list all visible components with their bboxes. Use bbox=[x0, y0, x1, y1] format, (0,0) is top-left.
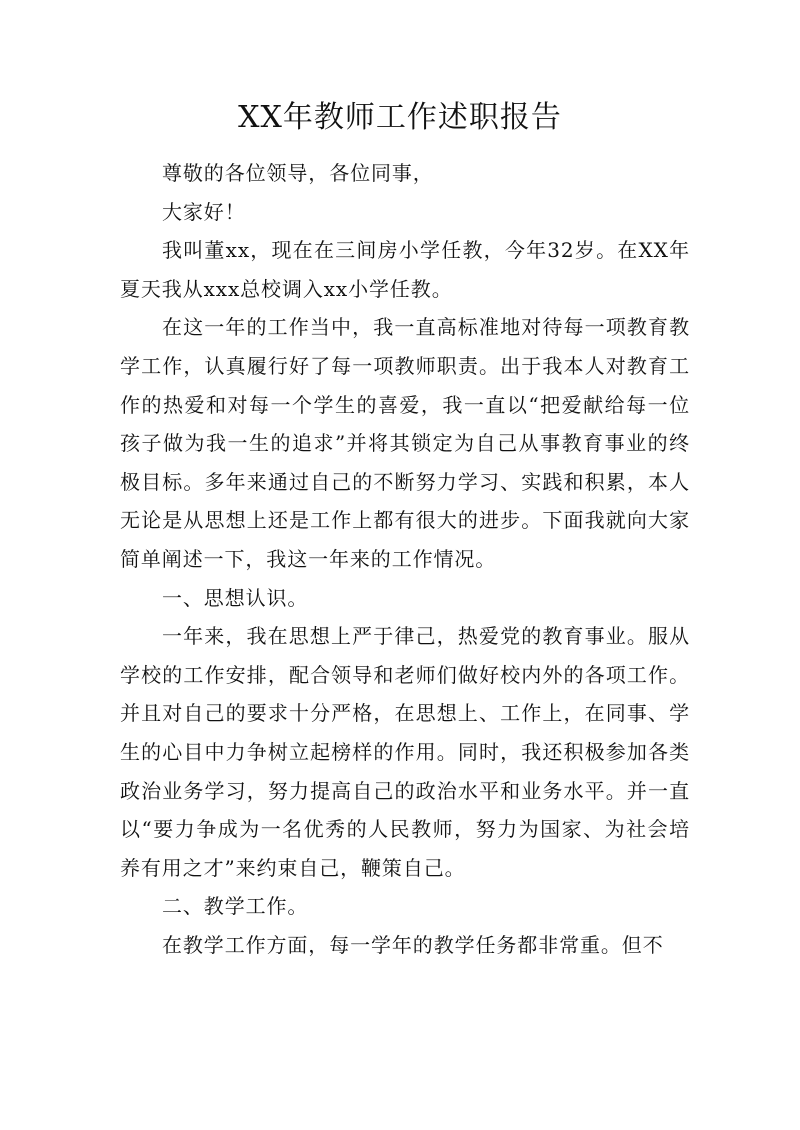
overview-paragraph: 在这一年的工作当中，我一直高标准地对待每一项教育教学工作，认真履行好了每一项教师职责。出于我本人对教育工作的热爱和对每一个学生的喜爱，我一直以“把爱献给每一位孩子做为我一生的追求”并将其锁定为自己从事教育事业的终极目标。多年来通过自己的不断努力学习、实践和积累，本人无论是从思想上还是工作上都有很大的进步。下面我就向大家简单阐述一下，我这一年来的工作情况。 bbox=[120, 315, 690, 571]
document-body bbox=[120, 154, 690, 964]
document-title: XX年教师工作述职报告 bbox=[238, 100, 562, 135]
section-heading-teaching: 二、教学工作。 bbox=[162, 894, 309, 919]
section-heading-thought: 一、思想认识。 bbox=[162, 585, 309, 610]
salutation-paragraph: 大家好！ bbox=[162, 199, 246, 224]
greeting-paragraph: 尊敬的各位领导，各位同事， bbox=[162, 161, 434, 185]
teaching-paragraph: 在教学工作方面，每一学年的教学任务都非常重。但不 bbox=[162, 932, 664, 957]
introduction-paragraph: 我叫董xx，现在在三间房小学任教，今年32岁。在XX年夏天我从xxx总校调入xx小学任教。 bbox=[120, 238, 690, 301]
thought-paragraph: 一年来，我在思想上严于律己，热爱党的教育事业。服从学校的工作安排，配合领导和老师们做好校内外的各项工作。并且对自己的要求十分严格，在思想上、工作上，在同事、学生的心目中力争树立起榜样的作用。同时，我还积极参加各类政治业务学习，努力提高自己的政治水平和业务水平。并一直以“要力争成为一名优秀的人民教师，努力为国家、为社会培养有用之才”来约束自己，鞭策自己。 bbox=[120, 624, 690, 880]
